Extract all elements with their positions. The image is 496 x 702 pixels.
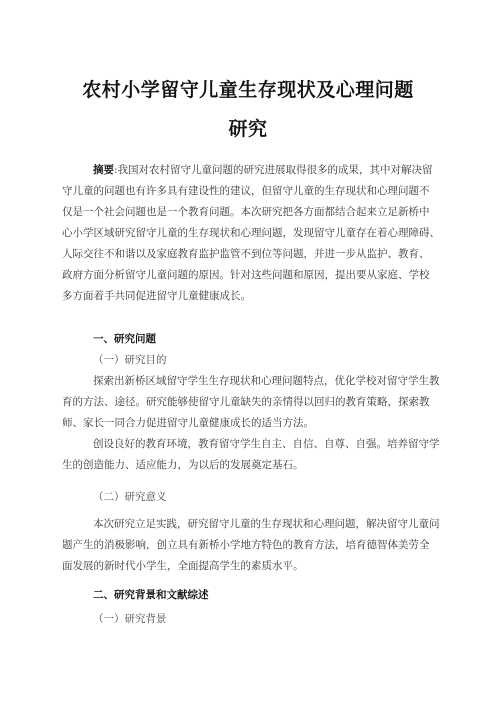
paragraph-line: 探索出新桥区域留守学生生存现状和心理问题特点，优化学校对留守学生教 xyxy=(93,375,440,387)
abstract-line-4: 心小学区域研究留守儿童的生存现状和心理问题，发现留守儿童存在着心理障碍、 xyxy=(62,227,440,239)
paragraph-line: 面发展的新时代小学生，全面提高学生的素质水平。 xyxy=(62,560,304,572)
abstract-line-7: 多方面着手共同促进留守儿童健康成长。 xyxy=(62,290,251,302)
abstract-line-6: 政府方面分析留守儿童问题的原因。针对这些问题和原因，提出要从家庭、学校 xyxy=(62,269,430,281)
section2-sub1: （一）研究背景 xyxy=(93,613,167,625)
abstract-line-1 xyxy=(93,163,433,177)
abstract-line-3: 仅是一个社会问题也是一个教育问题。本次研究把各方面都结合起来立足新桥中 xyxy=(62,206,430,218)
paragraph-line: 创设良好的教育环境，教育留守学生自主、自信、自尊、自强。培养留守学 xyxy=(93,438,440,450)
paragraph-line: 育的方法、途径。研究能够使留守儿童缺失的亲情得以回归的教育策略，探索教 xyxy=(62,396,430,408)
abstract-text: :我国对农村留守儿童问题的研究进展取得很多的成果，其中对解决留 xyxy=(114,164,433,176)
document-title-line2: 研究 xyxy=(228,118,268,140)
abstract-line-2: 守儿童的问题也有许多具有建设性的建议，但留守儿童的生存现状和心理问题不 xyxy=(62,185,430,197)
section1-sub1: （一）研究目的 xyxy=(93,354,167,366)
abstract-label: 摘要 xyxy=(93,164,114,176)
document-title-line1: 农村小学留守儿童生存现状及心理问题 xyxy=(82,79,414,101)
section1-sub2: （二）研究意义 xyxy=(93,491,167,503)
paragraph-line: 题产生的消极影响，创立具有新桥小学地方特色的教育方法，培育德智体美劳全 xyxy=(62,539,430,551)
section2-heading: 二、研究背景和文献综述 xyxy=(93,589,209,601)
abstract-line-5: 人际交往不和谐以及家庭教育监护监管不到位等问题，并进一步从监护、教育、 xyxy=(62,248,430,260)
section1-heading: 一、研究问题 xyxy=(93,333,156,345)
paragraph-line: 本次研究立足实践，研究留守儿童的生存现状和心理问题，解决留守儿童问 xyxy=(93,518,440,530)
paragraph-line: 生的创造能力、适应能力，为以后的发展奠定基石。 xyxy=(62,459,304,471)
paragraph-line: 师、家长一同合力促进留守儿童健康成长的适当方法。 xyxy=(62,417,314,429)
